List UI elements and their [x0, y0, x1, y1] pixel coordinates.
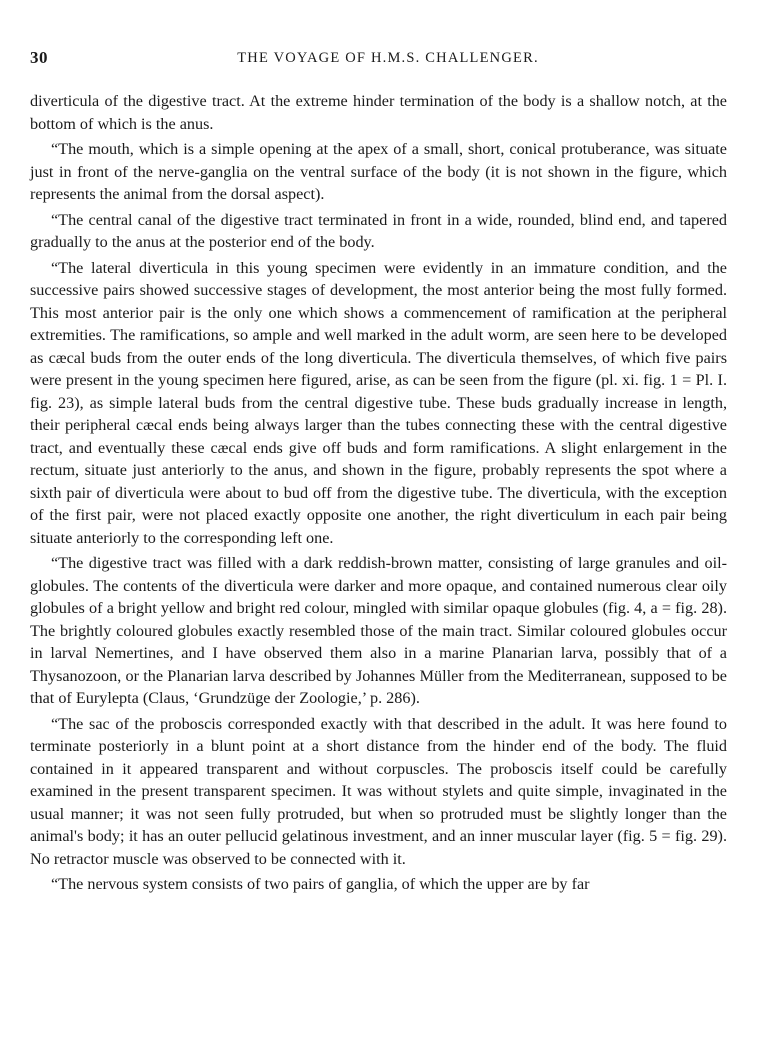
page-header	[30, 48, 746, 70]
running-title: THE VOYAGE OF H.M.S. CHALLENGER.	[237, 50, 539, 66]
paragraph-mouth: “The mouth, which is a simple opening at the apex of a small, short, conical protuberance, was situate just in front of the nerve-ganglia on the ventral surface of the body (it is not shown in the figure, which represents the animal from the dorsal aspect).	[30, 140, 727, 203]
paragraph-digestive-contents: “The digestive tract was filled with a dark reddish-brown matter, consisting of large granules and oil-globules. The contents of the diverticula were darker and more opaque, and contained numerous clear oily globules of a bright yellow and bright red colour, mingled with similar opaque globules (fig. 4, a = fig. 28). The brightly coloured globules exactly resembled those of the main tract. Similar coloured globules occur in larval Nemertines, and I have observed them also in a marine Planarian larva, possibly that of a Thysanozoon, or the Planarian larva described by Johannes Müller from the Mediterranean, supposed to be that of Eurylepta (Claus, ‘Grundzüge der Zoologie,’ p. 286).	[30, 554, 727, 707]
paragraph-nervous-system: “The nervous system consists of two pairs of ganglia, of which the upper are by far	[51, 875, 590, 893]
page-number: 30	[30, 48, 48, 67]
paragraph-lateral-diverticula: “The lateral diverticula in this young specimen were evidently in an immature condition, and the successive pairs showed successive stages of development, the most anterior being the most fully formed. This most anterior pair is the only one which shows a commencement of ramification at the peripheral extremities. The ramifications, so ample and well marked in the adult worm, are seen here to be developed as cæcal buds from the outer ends of the long diverticula. The diverticula themselves, of which five pairs were present in the young specimen here figured, arise, as can be seen from the figure (pl. xi. fig. 1 = Pl. I. fig. 23), as simple lateral buds from the central digestive tube. These buds gradually increase in length, their peripheral cæcal ends being always larger than the tubes connecting these with the central digestive tract, and eventually these cæcal ends give off buds and form ramifications. A slight enlargement in the rectum, situate just anteriorly to the anus, and shown in the figure, probably represents the spot where a sixth pair of diverticula were about to bud off from the digestive tube. The diverticula, with the exception of the first pair, were not placed exactly opposite one another, the right diverticulum in each pair being situate anteriorly to the corresponding left one.	[30, 258, 727, 547]
paragraph-central-canal: “The central canal of the digestive tract terminated in front in a wide, rounded, blind end, and tapered gradually to the anus at the posterior end of the body.	[30, 210, 727, 251]
body-text	[30, 90, 727, 896]
paragraph-proboscis: “The sac of the proboscis corresponded exactly with that described in the adult. It was here found to terminate posteriorly in a blunt point at a short distance from the hinder end of the body. The fluid contained in it appeared transparent and without corpuscles. The proboscis itself could be carefully examined in the present transparent specimen. It was without stylets and quite simple, invaginated in the usual manner; it was not seen fully protruded, but when so protruded must be slightly longer than the animal's body; it has an outer pellucid gelatinous investment, and an inner muscular layer (fig. 5 = fig. 29). No retractor muscle was observed to be connected with it.	[30, 714, 727, 868]
paragraph-continuation: diverticula of the digestive tract. At the extreme hinder termination of the body is a shallow notch, at the bottom of which is the anus.	[30, 92, 727, 133]
